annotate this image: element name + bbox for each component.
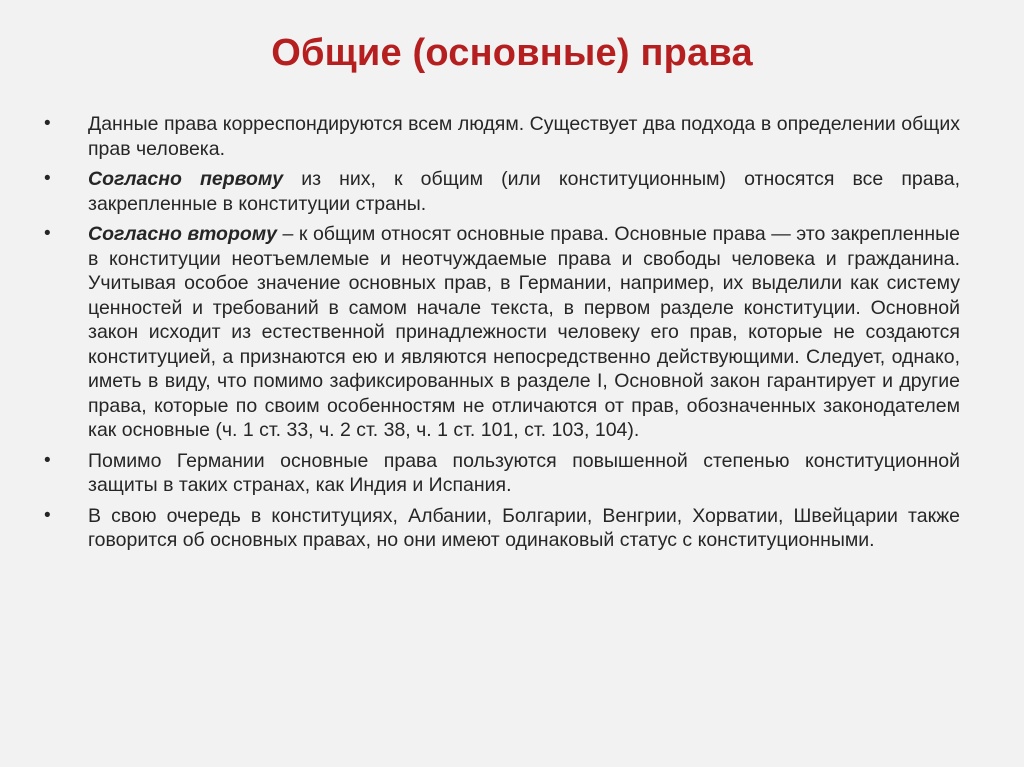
bullet-item — [40, 112, 960, 161]
bullet-emphasis: Согласно второму — [88, 223, 278, 245]
bullet-item — [40, 504, 960, 553]
bullet-item — [40, 222, 960, 443]
bullet-dot-icon: • — [44, 168, 51, 189]
bullet-item — [40, 167, 960, 216]
bullet-item — [40, 449, 960, 498]
bullet-text: Данные права корреспондируются всем людям. Существует два подхода в определении общих прав человека. — [88, 113, 960, 160]
bullet-dot-icon: • — [44, 504, 51, 526]
bullet-list — [40, 112, 960, 559]
bullet-dot-icon: • — [44, 223, 51, 244]
bullet-text: из них, к общим (или конституционным) относятся все права, закрепленные в конституции страны. — [88, 168, 960, 215]
slide-title: Общие (основные) права — [271, 32, 753, 74]
bullet-dot-icon: • — [44, 449, 51, 471]
bullet-dot-icon: • — [44, 113, 51, 134]
bullet-text: В свою очередь в конституциях, Албании, Болгарии, Венгрии, Хорватии, Швейцарии также говорится об основных правах, но они имеют одинаковый статус с конституционными. — [88, 504, 960, 551]
bullet-emphasis: Согласно первому — [88, 168, 284, 190]
bullet-text: Помимо Германии основные права пользуются повышенной степенью конституционной защиты в таких странах, как Индия и Испания. — [88, 449, 960, 496]
bullet-text: – к общим относят основные права. Основные права — это закрепленные в конституции неотъемлемые и неотчуждаемые права и свободы человека и гражданина. Учитывая особое значение основных прав, в Германии, например, их выделили как систему ценностей и требований в самом начале текста, в первом разделе конституции. Основной закон исходит из естественной принадлежности человеку его прав, которые не создаются конституцией, а признаются ею и являются непосредственно действующими. Следует, однако, иметь в виду, что помимо зафиксированных в разделе I, Основной закон гарантирует и другие права, которые по своим особенностям не отличаются от прав, обозначенных законодателем как основные (ч. 1 ст. 33, ч. 2 ст. 38, ч. 1 ст. 101, ст. 103, 104). — [88, 223, 960, 441]
